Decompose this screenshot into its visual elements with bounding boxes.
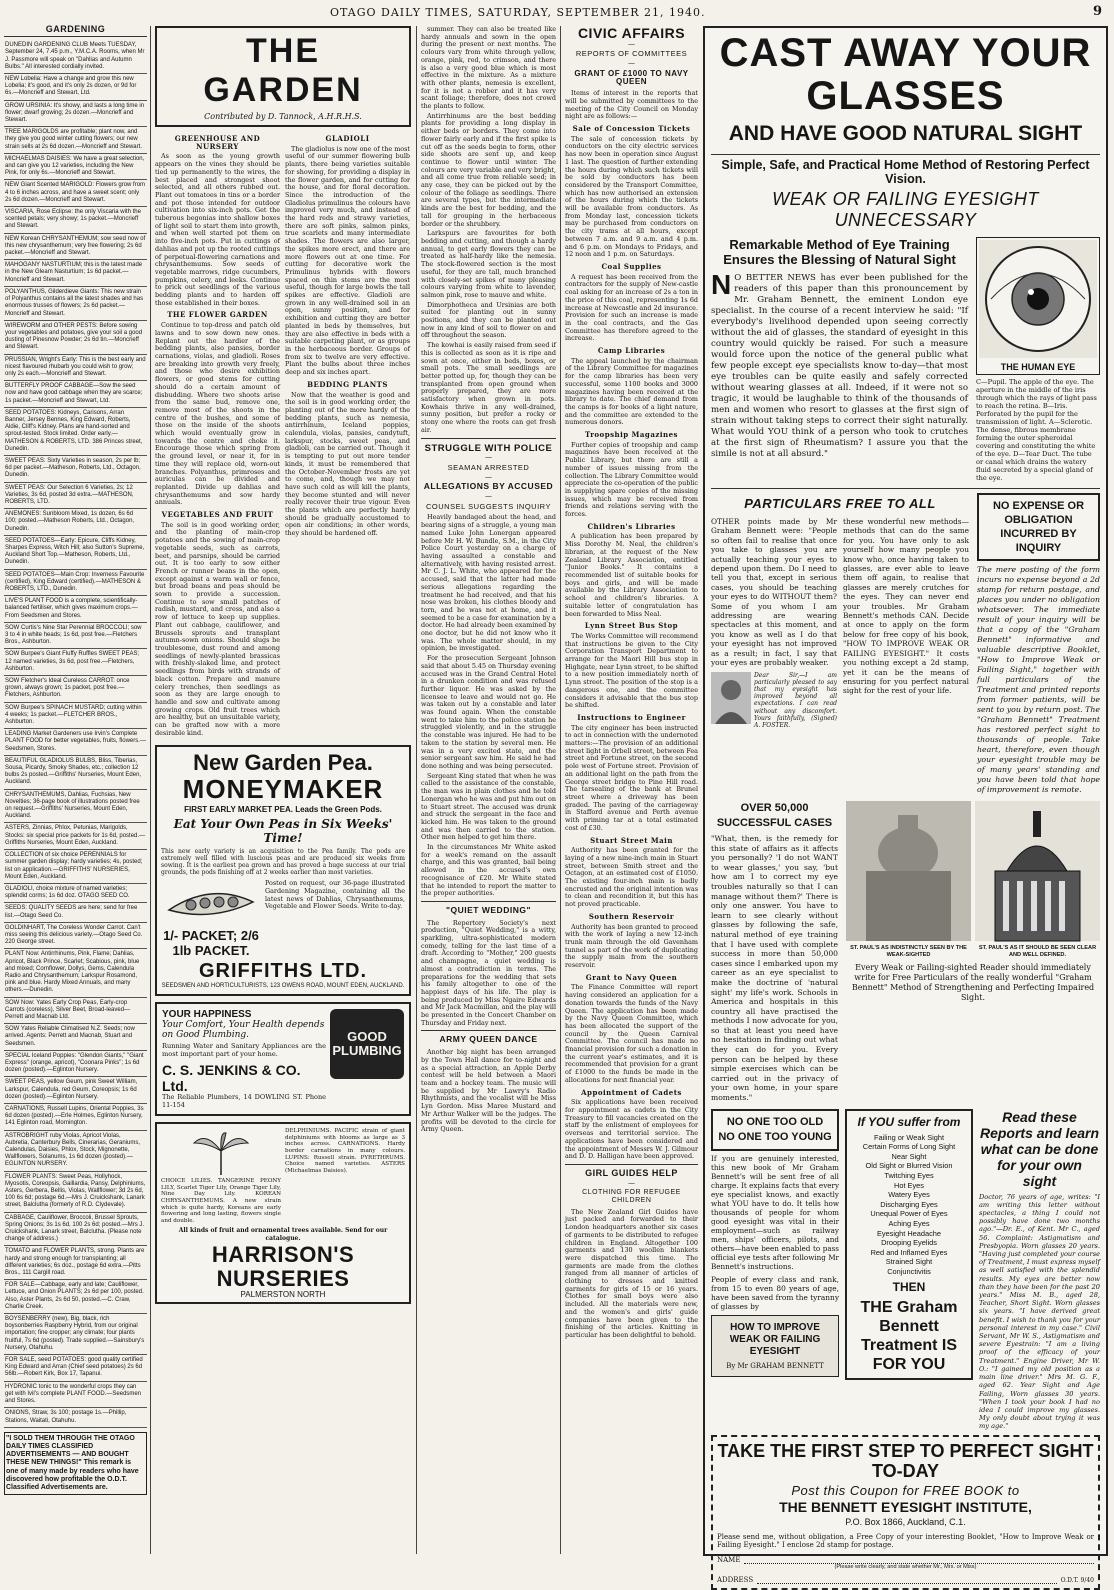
classified-ad: SEEDS: QUALITY SEEDS are here; send for free list.—Otago Seed Co. [4, 903, 147, 922]
lilies-text: CHOICE LILIES. TANGERINE PEONY LILY, Scarlet Tiger Lily, Orange Tiger Lily, Nine Day Lily. KOREAN CHRYSANTHEMUMS. A new strain which is quite hardy, Koreans are early flowering and long lasting, flowers single and double. [161, 1178, 281, 1224]
no-one-text: If you are genuinely interested, this new book of Mr Graham Bennett's will be sent free of all charge. It explains facts that every eye specialist knows, and exactly what YOU have to do. It tells how thousands of people for whom good eyesight was vital in their employment—such as railway men, ships' officers, pilots, and others—have been enabled to pass official eye tests after following Mr Bennett's instructions. [711, 1153, 839, 1271]
human-eye-icon [979, 240, 1097, 358]
ad-intro-row [711, 237, 1100, 482]
pea-headline: New Garden Pea. [193, 750, 373, 776]
success-column [711, 801, 838, 1103]
name-input-line[interactable] [744, 1555, 1094, 1564]
delphinium-text: DELPHINIUMS. PACIFIC strain of giant delphiniums with blooms as large as 3 inches across. CARNATIONS. Hardy border carnations in many colours. LUPINS: Russell strain. PYRETHRUMS. Choice named varieties. ASTERS (Michaelmas Daisies). [285, 1128, 405, 1174]
article-text: A publication has been prepared by Miss Dorothy M. Neal, the children's librarian, at the request of the New Zealand Library Association, entitled "Junior Books." It contains a recommended list of suitable books for boys and girls, and will be made available by the Library Association to school and children's libraries. A suitable letter of congratulation has been forwarded to Miss Neal. [565, 532, 698, 618]
symptoms-panel [845, 1109, 973, 1431]
stpauls-blurry [846, 801, 971, 959]
classified-ad: HYDRONIC tonic to the wonderful crops they can get with Ivil's complete PLANT FOOD.—Seedsmen and Stores. [4, 1382, 147, 1409]
column-rule [150, 26, 151, 1554]
pea-price: 1/- PACKET; 2/6 1lb PACKET. [163, 928, 259, 959]
article-text: The Repertory Society's next production, "Quiet Wedding," is a witty, sparkling, ultra-sophisticated modern comedy, telling for the last time of a draft. According to "Mother," 200 guests and champagne, a quiet wedding is almost a contradiction in terms. The preparations for the wedding that sets his family altogether to one of the happiest days of his life. The play is being produced by Miss Ngaire Edwards and Mr Jack Macmillan, and the play will be presented in the Concert Chamber on Thursday and Friday next. [421, 918, 556, 1027]
classified-ad: SOW Now: Yates Early Crop Peas, Early-crop Carrots (coreless), Silver Beet, Broad-leaved—Perrett and Macnab Ltd. [4, 998, 147, 1025]
ad-strapline: Simple, Safe, and Practical Home Method of Restoring Perfect Vision. [721, 158, 1090, 186]
article-text: The New Zealand Girl Guides have just packed and forwarded to their London headquarters another six cases of garments to be distributed to refugee children in England. Altogether 100 garments and 130 woollen blankets were dispatched this time. The garments are made from the clothes ranged from all manner of articles of clothing to dresses and knitted garments for girls of 15 or 16 years. Clothes for small boys were also included. All the materials were new, and the women's and girls' guide companies have been given to the finishing of the articles. Knitting in particular has been delightful to behold. [565, 1207, 698, 1339]
classified-ad: GOLDINHART, The Coreless Wonder Carrot. Can't miss seeing this delicious variety.—Otago Seed Co. 220 George street. [4, 923, 147, 950]
plumbing-copy [162, 1009, 326, 1109]
booklet-author: By Mr GRAHAM BENNETT [726, 1361, 824, 1370]
then-label: THEN [892, 1279, 926, 1294]
classified-ad: SPECIAL Iceland Poppies: "Glendon Giants," "Giant Express" (orange, apricot), "Coonara Pinks"; 1s 6d dozen (posted).—Eglinton Nursery. [4, 1051, 147, 1078]
article-text: The Finance Committee will report having considered an application for a donation towards the funds of the Navy Queen. The application has been made by the Navy Queen Committee, which has been allocated the support of the council by the Queen Carnival Committee. The council has made no financial provision for such a donation in the current year's estimates, and it is recommended that provision for a grant of £1000 to the funds be made in the allocations for next financial year. [565, 983, 698, 1084]
cathedral-blurry-icon [846, 801, 971, 941]
classified-ad: LIVE'S PLANT FOOD is a complete, scientifically-balanced fertiliser, which gives maximum crops.—From Seedsmen and Stores. [4, 596, 147, 623]
particulars-col-b: these wonderful new methods—methods that can do the same for you. You have only to ask yourself how many people you know who, once having taken to glasses, are ever able to leave them off again, to realise that glasses are merely crutches for the eyes. They can never end your troubles. Mr Graham Bennett's methods CAN. Decide at once to apply on the form below for free copy of his book, "HOW TO IMPROVE WEAK OR FAILING EYESIGHT." It costs you nothing except a 2d stamp, yet it can be the means of ensuring for you perfect natural sight for the rest of your life. [843, 517, 969, 696]
article-text: Larkspurs are favourites for both bedding and cutting, and though a hardy annual, to get early flowers they can be treated as half-hardy like the nemesia. The stock-flowered section is the most useful, for they are tall, much branched with closely-set spikes of many pleasing colours varying from white to lavender, salmon pink, rose to mauve and white. [421, 229, 556, 299]
masthead-date: OTAGO DAILY TIMES, SATURDAY, SEPTEMBER 21, 1940. [330, 6, 706, 19]
section-heading: Children's Libraries [587, 521, 676, 531]
lilies-listing [161, 1128, 281, 1224]
plumbing-text: Running Water and Sanitary Appliances are the most important part of your home. [162, 1042, 326, 1059]
classified-ad: SOW Burpee's Giant Fluffy Ruffles SWEET PEAS; 12 named varieties, 3s 6d, post free.—Fletchers, Ashburton. [4, 649, 147, 676]
eye-legend: C—Pupil. The apple of the eye. The aperture in the middle of the iris through which the rays of light pass to reach the retina. B—Iris. Perforated by the pupil for the transmission of light. A—Sclerotic. The dense, fibrous membrane forming the outer spheroidal covering and constituting the white of the eye. D—Tear Duct. The tube or canal which drains the watery fluid secreted by a special gland of the eye. [976, 378, 1097, 482]
ad-subheadline: AND HAVE GOOD NATURAL SIGHT [728, 122, 1083, 145]
every-reader-text: Every Weak or Failing-sighted Reader should immediately write for Free Particulars of the really wonderful "Graham Bennett" Method of Strengthening and Perfecting Impaired Sight. [851, 963, 1095, 1002]
article-text: Six applications have been received for appointment as cadets in the City Treasury to fill vacancies created on the staff by the enlistment of employees for overseas and territorial service. The applications have been considered and the appointment of Messrs W. J. Gilmour and D. D. Halligan have been approved. [565, 1098, 698, 1161]
griffiths-address: SEEDSMEN AND HORTICULTURISTS, 123 OWENS ROAD, MOUNT EDEN, AUCKLAND. [161, 983, 405, 990]
girl-guides-headline: GIRL GUIDES HELP [585, 1167, 678, 1178]
section-heading: Southern Reservoir [588, 911, 675, 921]
article-text: Sergeant King stated that when he was called to the assistance of the constable, the man was in plain clothes and he told Lonergan who he was and put him out on to Stuart street. The accused was drunk and struck the sergeant in the face and kicked him. He was taken to the ground and was then carried to the station. Other men helped to get him there. [421, 771, 556, 842]
plumbing-headline: YOUR HAPPINESS [162, 1009, 252, 1021]
classified-ad: NEW Giant Scented MARIGOLD: Flowers grow from 4 to 6 inches across, and have a sweet scent; only 2s 6d dozen.—Moncrieff and Stewart. [4, 180, 147, 207]
symptom-item: Old Sight or Blurred Vision [865, 1161, 953, 1171]
classified-ad: SOW Yates Reliable Climatised N.Z. Seeds; now arrived. Agents: Perrett and Macnab, Stuart and Seedsmen. [4, 1024, 147, 1051]
classified-promo: "I SOLD THEM THROUGH THE OTAGO DAILY TIMES CLASSIFIED ADVERTISEMENTS — AND BOUGHT THESE NEW THINGS!" This remark is one of many made by readers who have discovered how profitable the O.D.T. Classified Advertisements are. [4, 1432, 147, 1495]
article-text: The city engineer has been instructed to act in connection with the undernoted matters:—The provision of an additional street light in Orbell street, between Fea street and Fortune street, on the second pole west of Fortune street. Provision of an additional light on the path from the George street bridge to Pine Hill road. The tarsealing of the bank at Brunel street where a driveway has been graded. The paving of the carriageway in Stafford avenue and Perth avenue with priming tar at a total estimated cost of £30. [565, 723, 698, 832]
article-text: Another big night has been arranged by the Town Hall dance for to-night and as a special attraction, an Apple Derby contest will be held between a Maori team and a hockey team. The music will be supplied by Mr Lawry's Radio Rhythmists, and the vocalist will be Miss Lyn Gordon. Miss Maree Mustard and Mr Arthur Walker will be the judges. The profits will be devoted to the circle for Army Queen. [421, 1048, 556, 1134]
classified-ad: PRUSSIAN, Wright's Early: This is the best early and nicest flavoured rhubarb you could wish to grow; only 2s each.—Moncrieff and Stewart. [4, 355, 147, 382]
wedding-headline: "QUIET WEDDING" [446, 904, 531, 915]
section-heading: GREENHOUSE AND NURSERY [174, 134, 261, 151]
police-subhead: SEAMAN ARRESTED [447, 462, 530, 472]
harrisons-listings [161, 1128, 405, 1224]
plumbing-company: C. S. JENKINS & CO. Ltd. [162, 1061, 301, 1094]
symptom-item: Strained Sight [885, 1257, 933, 1267]
pea-catalogue-offer: Posted on request, our 36-page illustrated Gardening Magazine, containing all the latest news of Dahlias, Chrysanthemums, Vegetable and Flower Seeds. Write to-day. [265, 879, 405, 911]
ad-particulars [711, 493, 969, 795]
civic-affairs-column: CIVIC AFFAIRS — REPORTS OF COMMITTEES — GRANT OF £1000 TO NAVY QUEEN Items of interest in the reports that will be submitted by committees to the meeting of the City Council on Monday night are as follows:— Sale of Concession Tickets The sale of concession tickets by conductors on the city electric services has now been in operation since August 1 last. The question of further extending the hours during which such tickets will be sold by conductors has been considered by the Transport Committee, which has now authorised an extension of the hours during which the tickets will be available from conductors. As from Monday last, concession tickets may be purchased from conductors on the city trams at all hours, except between 7 a.m. and 9 a.m. and 4 p.m. and 6 p.m. on Mondays to Fridays, and 12 noon and 1 p.m. on Saturdays. Coal Supplies A request has been received from the contractors for the supply of New-castle coal asking for an increase of 2s a ton in the price of this coal, representing 1s 6d increase at Newcastle and 2d insurance. Provision for such an increase is made in the coal contracts, and the Gas Committee has therefore agreed to the increase. Camp Libraries The appeal launched by the chairman of the Library Committee for magazines for the camp libraries has been very successful, some 1100 books and 3000 magazines having been received at the library to date. The chief demand from the camps is for books of a light nature, and the committee are extended to the numerous donors. Troopship Magazines Further copies of troopship and camp magazines have been received at the Public Library, but there are still a number of issues missing from the collection. The Library Committee would appreciate the co-operation of the public in supplying spare copies of the missing issues, which may be received from friends and relations serving with the forces. Children's Libraries A publication has been prepared by Miss Dorothy M. Neal, the children's librarian, at the request of the New Zealand Library Association, entitled "Junior Books." It contains a recommended list of suitable books for boys and girls, and will be made available by the Library Association to school and children's libraries. A suitable letter of congratulation has been forwarded to Miss Neal. Lynn Street Bus Stop The Works Committee will recommend that instructions be given to the City Corporation Transport Department to arrange for the Maori Hill bus stop in Highgate, near Lynn street, to be shifted to a new position immediately north of Lynn street. The position of the stop is a dangerous one, and the committee considers it advisable that the bus stop be shifted. Instructions to Engineer The city engineer has been instructed to act in connection with the undernoted matters:—The provision of an additional street light in Orbell street, between Fea street and Fortune street, on the second pole west of Fortune street. Provision of an additional light on the path from the George street bridge to Pine Hill road. The tarsealing of the bank at Brunel street where a driveway has been graded. The paving of the carriageway in Stafford avenue and Perth avenue with priming tar at a total estimated cost of £30. Stuart Street Main Authority has been granted for the laying of a new nine-inch main in Stuart street, between Smith street and the Octagon, at an estimated cost of £1050. The existing four-inch main is badly encrusted and the original intention was to clean and recondition it, but this has not proved practicable. Southern Reservoir Authority has been granted to proceed with the work of laying a new 12-inch trunk main through the old Gavenham tunnel as part of the work of duplicating the supply main from the southern reservoir. Grant to Navy Queen The Finance Committee will report having considered an application for a donation towards the funds of the Navy Queen. The application has been made by the Navy Queen Committee, which has been allocated the support of the council by the Queen Carnival Committee. The council has made no financial provision for such a donation in the current year's estimates, and it is recommended that provision for a grant of £1000 to the funds be made in the allocations for next financial year. Appointment of Cadets Six applications have been received for appointment as cadets in the City Treasury to fill vacancies created on the staff by the enlistment of employees for overseas and territorial service. The applications have been considered and the appointment of Messrs W. J. Gilmour and D. D. Halligan have been approved. GIRL GUIDES HELP — CLOTHING FOR REFUGEE CHILDREN The New Zealand Girl Guides have just packed and forwarded to their London headquarters another six cases of garments to be distributed to refugee children in England. Altogether 100 garments and 130 woollen blankets were dispatched this time. The garments are made from the clothes ranged from all manner of articles of clothing to dresses and knitted garments for girls of 15 or 16 years. Clothes for small boys were also included. All the materials were new, and the women's and girls' guide companies have been given to the finishing of the articles. Knitting in particular has been delightful to behold. [565, 25, 698, 1339]
symptom-item: Failing or Weak Sight [873, 1132, 945, 1142]
symptom-item: Unequal Power of Eyes [870, 1209, 948, 1219]
plumbing-address: The Reliable Plumbers, 14 DOWLING ST. Phone 11-154 [162, 1092, 326, 1109]
police-subhead-2: ALLEGATIONS BY ACCUSED [423, 481, 554, 492]
article-text: Further copies of troopship and camp magazines have been received at the Public Library, but there are still a number of issues missing from the collection. The Library Committee would appreciate the co-operation of the public in supplying spare copies of the missing issues, which may be received from friends and relations serving with the forces. [565, 440, 698, 519]
dance-headline: ARMY QUEEN DANCE [439, 1034, 538, 1045]
name-label: NAME [717, 1555, 741, 1564]
symptoms-box [845, 1109, 973, 1380]
classified-ad: NEW Korean CHRYSANTHEMUM; sow seed now of this new chrysanthemum; very free flowering; 2s 6d packet.—Moncrieff and Stewart. [4, 234, 147, 261]
stpauls-clear-caption: ST. PAUL'S AS IT SHOULD BE SEEN CLEAR AND WELL DEFINED. [978, 945, 1097, 958]
classified-ad: SEED POTATOES—Early: Epicure, Cliffs Kidney, Sharpes Express, Witch Hill; also Sutton's Supreme, Auckland Short Top.—Matheson, Roberts, Ltd., Dunedin. [4, 536, 147, 570]
article-text: The sale of concession tickets by conductors on the city electric services has now been in operation since August 1 last. The question of further extending the hours during which such tickets will be sold by conductors has been considered by the Transport Committee, which has now authorised an extension of the hours during which the tickets will be available from conductors. As from Monday last, concession tickets may be purchased from conductors on the city trams at all hours, except between 7 a.m. and 9 a.m. and 4 p.m. and 6 p.m. on Mondays to Fridays, and 12 noon and 1 p.m. on Saturdays. [565, 134, 698, 259]
testimonial [711, 672, 837, 730]
coupon-code: O.D.T. 9/40 [1060, 1576, 1094, 1584]
column-rule [560, 26, 561, 1554]
classified-ad: SOW Burpee's SPINACH MUSTARD; cutting within 4 weeks; 1s packet.—FLETCHER BROS., Ashburton. [4, 703, 147, 730]
garden-title: THE GARDEN [203, 32, 363, 109]
ad-method-headline: Remarkable Method of Eye Training Ensures the Blessing of Natural Sight [723, 237, 956, 267]
pea-advertisement [155, 745, 411, 996]
classified-ad: CABBAGE, Cauliflower, Broccoli, Brussel Sprouts, Spring Onions; 3s 1s 6d, 100 2s 6d; posted.—Mrs J. Cruickshank, Lanark street, Balclutha. (Please note change of address.) [4, 1213, 147, 1247]
article-text: Authority has been granted for the laying of a new nine-inch main in Stuart street, between Smith street and the Octagon, at an estimated cost of £1050. The existing four-inch main is badly encrusted and the original intention was to clean and recondition it, but this has not proved practicable. [565, 846, 698, 909]
no-one-panel [711, 1109, 839, 1431]
classified-ad: FLOWER PLANTS: Sweet Peas, Hollyhock, Myosotis, Coreopsis, Gaillardia, Pansy, Delphiniums, Asters, Gerbera, Bellis, Violas, Wallflower; 3d 2s 6d, 100 6s 6d; postage 6d.—Mrs J. Cruickshank, Lanark street, Balclutha (formerly of R.D. Clydevale). [4, 1172, 147, 1213]
symptom-item: Red and Inflamed Eyes [870, 1247, 948, 1257]
garden-article [155, 26, 411, 1556]
classified-ad: CARNATIONS, Russell Lupins, Oriental Poppies, 3s 6d dozen (posted).—Erle Holmes, Eglinton Nursery, 141 Eglinton road, Mornington. [4, 1104, 147, 1131]
section-heading: THE FLOWER GARDEN [167, 310, 268, 320]
classified-ad: SEED POTATOES: Kidneys, Carisons, Arran Banner, Jersey Bennes, King Edward, Roberts, Aldie, Cliff's Kidney. Plans are hand-sorted and sprout-tested. Stock limited. Order early.—MATHESON & ROBERTS, LTD. 386 Princes street, Dunedin. [4, 408, 147, 456]
article-text: The Works Committee will recommend that instructions be given to the City Corporation Transport Department to arrange for the Maori Hill bus stop in Highgate, near Lynn street, to be shifted to a new position immediately north of Lynn street. The position of the stop is a dangerous one, and the committee considers it advisable that the bus stop be shifted. [565, 631, 698, 710]
classified-ad: ONIONS, Straw, 3s 100; postage 1s.—Phillip, Stations, Waitati, Otahuhu. [4, 1408, 147, 1427]
reports-heading: Read these Reports and learn what can be done for your own sight [979, 1108, 1100, 1189]
griffiths-logo: GRIFFITHS LTD. [198, 960, 368, 983]
classified-ad: BUTTERFLY PROOF CABBAGE—Sow the seed now and have good cabbage when they are scarce; 1s packet.—Moncrieff and Stewart, Ltd. [4, 381, 147, 408]
classified-ad: WIREWORM and OTHER PESTS: Before sowing your vegetables and potatoes, give your soil a good dusting of Pinesnow Powder; 2s 6d tin.—Moncrieff and Stewart. [4, 321, 147, 355]
name-hint: (Please write clearly, and state whether Mr., Mrs. or Miss) [834, 1563, 977, 1570]
article-text: A request has been received from the contractors for the supply of New-castle coal asking for an increase of 2s a ton in the price of this coal, representing 1s 6d increase at Newcastle and 2d insurance. Provision for such an increase is made in the coal contracts, and the Gas Committee has therefore agreed to the increase. [565, 272, 698, 343]
article-text: For the prosecution Sergeant Johnson said that about 5.45 on Thursday evening accused was in the Grand Central Hotel in a drunken condition and was refused further liquor. He was asked by the licensee to leave and would not go. He was taken out by a constable and later was found again. When the constable went to take him to the police station he struggled violently, and in the struggle the constable was injured. He had to be taken to the station by several men. He was in a very excited state, and the senior sergeant saw him. He said he had done nothing and was being persecuted. [421, 654, 556, 770]
classified-ad: BEAUTIFUL GLADIOLUS BULBS, Bliss, Tiberias, Sousa, Picardy, Smoky Shades, etc.; collection 12 bulbs 2s posted.—Griffiths' Nurseries, Mount Eden, Auckland. [4, 756, 147, 790]
navy-queen-headline: GRANT OF £1000 TO NAVY QUEEN [574, 68, 689, 86]
no-one-box [711, 1109, 839, 1151]
section-heading: Grant to Navy Queen [585, 972, 678, 982]
ad-middle-row [711, 493, 1100, 795]
booklet-title: HOW TO IMPROVE WEAK OR FAILING EYESIGHT [729, 1321, 821, 1357]
classified-ad: ASTROBRIGHT ruby Violas, Apricot Violas, Aubretia, Canterbury Bells, Cinerarias, Geraniums, Calendulas, Daisies, Phlox, Stock, Mignonette, Wallflowers, Solanums, 1s 6d dozen (posted).—EGLINTON NURSERY. [4, 1131, 147, 1172]
garden-col-a [155, 131, 280, 739]
classified-ad: SWEET PEAS, yellow Geum, pink Sweet William, Larkspur, Calendula, red Geum, Coreopsis; 1s 6d dozen (posted).—Eglinton Nursery. [4, 1077, 147, 1104]
police-headline: STRUGGLE WITH POLICE [424, 442, 553, 454]
garden-contributor: Contributed by D. Tannock, A.H.R.H.S. [204, 112, 362, 121]
garden-columns [155, 131, 411, 739]
civic-subhead: REPORTS OF COMMITTEES [575, 49, 688, 59]
classified-ad: ANEMONES: Sunbloom Mixed, 1s dozen, 6s 6d 100; posted.—Matheson Roberts, Ltd., Octagon, Dunedin. [4, 509, 147, 536]
classified-ad: ASTERS, Zinnias, Phlox, Petunias, Marigolds, Stocks: six special price packets for 1s 6d, posted.—Griffiths Nurseries, Mount Eden, Auckland. [4, 823, 147, 850]
ad-success-row [711, 801, 1100, 1103]
symptom-item: Hot Eyes [894, 1180, 924, 1190]
symptom-item: Twitching Eyes [884, 1171, 934, 1180]
section-heading: Troopship Magazines [585, 430, 678, 440]
harrisons-logo: HARRISON'S NURSERIES [211, 1241, 355, 1291]
eye-diagram-panel [976, 237, 1100, 482]
stpauls-blurry-caption: ST. PAUL'S AS INDISTINCTLY SEEN BY THE WEAK-SIGHTED [850, 945, 967, 958]
portrait-icon [711, 672, 751, 724]
pea-pod-icon [163, 880, 259, 924]
civic-affairs-heading: CIVIC AFFAIRS [577, 25, 686, 41]
classifieds-heading: GARDENING [45, 24, 106, 34]
section-heading: Camp Libraries [597, 346, 666, 356]
classified-ad: SWEET PEAS: Sixty Varieties in season, 2s per lb; 6d per packet.—Matheson, Roberts, Ltd., Octagon, Dunedin. [4, 456, 147, 483]
classified-ad: TREE MARIGOLDS are profitable; plant now, and they give you good winter cutting flowers; our new strain sells at 2s 6d dozen.—Moncrieff and Stewart. [4, 127, 147, 154]
symptoms-heading: If YOU suffer from [857, 1114, 961, 1129]
classified-ad: MAHOGANY NASTURTIUM; this is the latest made in the New Gleam Nasturtium; 1s 6d packet.—Moncrieff and Stewart. [4, 260, 147, 287]
classified-ad: LEADING Market Gardeners use Irvin's Complete PLANT FOOD for better vegetables, fruits, flowers.—Seedsmen, Stores. [4, 729, 147, 756]
coupon-form[interactable] [711, 1435, 1100, 1590]
article-text: Antirrhinums are the best bedding plants for providing a long display in either beds or borders. They come into flower fairly early and if the first spike is cut off as the seeds begin to form, other side shoots are sent up, and keep continue to flower until winter. The colours are very variable and very bright, and all come true from reliable seed; in any case, they can be picked out by the colour of the foliage as seedlings. There are several types, but the intermediate kinds are the best for bedding, and the tall for grouping in the herbaceous border or the shrubbery. [421, 111, 556, 228]
institute-address: P.O. Box 1866, Auckland, C.1. [845, 1516, 966, 1527]
address-field-row [717, 1575, 1094, 1584]
institute-name: THE BENNETT EYESIGHT INSTITUTE, [779, 1498, 1032, 1515]
pea-description: This new early variety is an acquisition to the Pea family. The pods are extremely well filled with luscious peas and are produced six weeks from sowing. It is the earliest pea grown and has proved a huge success at our trial grounds, the pods finishing off at 2 weeks earlier than most varieties. [161, 848, 405, 877]
section-text: As soon as the young growth appears on the vines they should be tied up permanently to the wires, the best placed and strongest shoot selected, and all others rubbed out. Plant out tomatoes in tins or a border and pot those intended for outdoor cultivation into six-inch pots. Get the tuberous begonias into shallow boxes of light soil to start them into growth, and when well started pot them on into five-inch pots. Put in cuttings of dahlias and pot up the rooted cuttings of perpetual-flowering carnations and chrysanthemums. Sow seeds of vegetable marrows, ridge cucumbers, pumpkins, celery, and leeks. Continue to prick out seedlings of the various bedding plants and to harden off those established in their boxes. [155, 152, 280, 307]
stpauls-panel [846, 801, 1100, 1103]
success-heading: OVER 50,000 SUCCESSFUL CASES [716, 802, 833, 829]
classified-ad-list [4, 40, 147, 1428]
lily-flower-icon [176, 1129, 266, 1177]
testimonial-letter: Dear Sir,—I am particularly pleased to say that my eyesight has improved beyond all expectations. I can read without any discomfort. Yours faithfully, (Signed) A. FOSTER. [754, 671, 837, 729]
ad-italic-headline: WEAK OR FAILING EYESIGHT UNNECESSARY [772, 189, 1039, 230]
classified-ad: FOR SALE—Cabbage, early and late; Cauliflower, Lettuce, and Onion PLANTS; 2s 6d per 100, posted. Also, Aster Plants, 2s 6d 50, posted.—C. Craw, Charlie Creek. [4, 1280, 147, 1314]
classified-ad: TOMATO and FLOWER PLANTS, strong. Plants are hardy and strong enough for transplanting; all different varieties; 6s doz., postage 6d extra.—Pitts Bros., 111 Cargill road. [4, 1246, 147, 1280]
gardening-classifieds [4, 26, 147, 1556]
pea-illustration [161, 880, 261, 958]
symptoms-list [851, 1133, 967, 1277]
stpauls-clear [975, 801, 1100, 959]
section-heading: Instructions to Engineer [577, 712, 686, 722]
section-text: The gladiolus is now one of the most useful of our summer flowering bulb plants, there being varieties suitable for showing, for providing a display in the flower garden, and for cutting for the house, and for floral decoration. Since the introduction of the Gladiolus primulinus the colours have improved very much, and instead of the hard reds and strawy varieties, there are soft pinks, salmon pinks, true scarlets and many intermediate shades. The flowers are also larger, the spikes more erect, and there are more flowers out at one time. For cutting for decorative work the Primulinus hybrids with flowers spaced on thin stems are the most useful, though for large bowls the tall spikes are effective. Gladioli are grown in any well-drained soil in an open, sunny position, and for exhibition and cutting they are better planted in beds by themselves, but they are also effective in beds with a suitable carpeting plant, or as groups in the herbaceous border. Groups of from six to twelve are very effective. Plant the bulbs about three inches deep and six inches apart. [285, 144, 410, 377]
classified-ad: SOW Fletcher's Ideal Cureless CARROT: once grown, always grown; 1s packet, post free.—Fletchers, Ashburton. [4, 676, 147, 703]
eye-diagram [976, 237, 1100, 375]
section-text: Continue to top-dress and patch old lawns and to sow down new ones. Replant out the hardier of the bedding plants, also pansies, border carnations, violas, and gladioli. Roses are breaking into growth very freely, and those who desire exhibition flowers, or good stems for cutting should do a certain amount of disbudding. Where two shoots arise from the same bud, remove one, remove most of the shoots in the centre of the bushes, and some of those on the inside of the shoots which would eventually grow in towards the centre and choke it. Encourage those which spring from the ground level, or near it, for in time they will replace old, worn-out branches. Polyanthus, primroses and auriculas can be divided and replanted. Divide up dahlias and chrysanthemums and sow hardy annuals. [155, 321, 280, 507]
no-one-young: NO ONE TOO YOUNG [718, 1130, 832, 1143]
address-label: ADDRESS [717, 1575, 754, 1584]
good-plumbing-logo: GOOD PLUMBING [330, 1009, 404, 1079]
girl-guides-subhead: CLOTHING FOR REFUGEE CHILDREN [582, 1189, 681, 1205]
section-heading: BEDDING PLANTS [307, 379, 388, 389]
harrisons-location: PALMERSTON NORTH [240, 1289, 326, 1299]
symptom-item: Eyesight Headache [876, 1228, 942, 1238]
lily-illustration [161, 1128, 281, 1178]
particulars-columns [711, 517, 969, 729]
plumbing-subhead: Your Comfort, Your Health depends on Good Plumbing. [162, 1020, 325, 1041]
symptom-item: Conjunctivitis [887, 1266, 931, 1276]
classified-ad: POLYANTHUS, Gilderdieve Giants: This new strain of Polyanthus contains all the latest shades and has enormous trusses of flowers; 2s 6d packet.—Moncrieff and Stewart. [4, 287, 147, 321]
section-heading: VEGETABLES AND FRUIT [161, 510, 274, 520]
coupon-text: Please send me, without obligation, a Free Copy of your interesting Booklet, "How to Improve Weak or Failing Eyesight." I enclose 2d stamp for postage. [717, 1532, 1094, 1550]
ad-intro-text: N O BETTER NEWS has ever been published for the readers of this paper than this pronouncement by Mr. Graham Bennett, the eminent London eye specialist. In the course of a recent interview he said: "If everybody's livelihood depended upon seeing correctly without the aid of glasses, the standard of eyesight in this country would quickly be raised. For such a measure would force upon the notice of the general public what few people except eye specialists know to-day—that most eye troubles can be quite easily and safely corrected without wearing glasses at all. Indeed, if it were not so tragic, it would be laughable to think of the thousands of men and women who resort to glasses at the first sign of strain without taking steps to correct their sight naturally. What would YOU think of a person who took to crutches at the first sign of Rheumatism? I assure you that the simile is not at all absurd." [711, 269, 968, 459]
classified-ad: BOYSENBERRY (new), Big, black, rich boysonberries Raspberry Hybrid, from our original importation; fine cropper; any climate; four plants fruitful, 7s 6d (posted). Trade supplied.—Sainsbury's Nursery, Otahuhu. [4, 1314, 147, 1355]
police-subhead-3: COUNSEL SUGGESTS INQUIRY [426, 501, 551, 511]
harrisons-advertisement [155, 1122, 411, 1304]
classified-ad: FOR SALE, seed POTATOES: good quality certified King Edward and Arran (Chief seed potatoes) 2s 6d 56lb.—Robert Kirk, Box 17, Tapanui. [4, 1355, 147, 1382]
no-expense-heading: NO EXPENSE OR OBLIGATION INCURRED BY INQUIRY [977, 493, 1100, 561]
success-text: "What, then, is the remedy for this state of affairs as it affects you personally? 'I do not WANT to wear glasses,' you say, 'but how am I to correct my eye troubles naturally so that I can manage without them?' There is only one answer. You have to learn to see clearly without glasses by following the safe, natural method of eye training that I have used with complete success in more than 50,000 cases since I embarked upon my career as an eye specialist to make the doctrine of 'natural sight' my life's work. Schools in America and hospitals in this country all have practised the methods I now advocate for you, so that at least you need have no hesitation in finding out what they can do for you. Every person can be helped by these simple exercises which can be carried out in the privacy of your own home, in your spare moments." [711, 834, 838, 1103]
classified-ad: DUNEDIN GARDENING CLUB Meets TUESDAY, September 24, 7.45 p.m., Y.M.C.A. Rooms, when Mr J. Passmore will speak on "Dahlias and Autumn Bulbs." All interested cordially invited. [4, 40, 147, 74]
coupon-instruction: Post this Coupon for FREE BOOK to [791, 1482, 1020, 1498]
reports-text: Doctor, 76 years of age, writes: "I am writing this letter without spectacles, a thing I could not possibly have done two months ago."—Dr. E., of Kent. Mr C., aged 56. Complaint: Astigmatism and Presbyopia. Worn glasses 20 years. "Having just completed your course of Treatment, I must express myself as well satisfied with the splendid results. My eyes are better now than they have been for the past 20 years." Miss M. B., aged 28, Teacher, Short Sight. Worn glasses six years. "I have derived great benefit. I wish to thank you for your personal interest in my case." Civil Servant, Mr W. S., Astigmatism and severe Eyestrain: "I am a living proof of the efficacy of your Treatment." Engine Driver, Mr W. O.: "I gained my old position as a main line driver." Mrs M. G. F., aged 62. Year Sight and Age Failing, Worn glasses 30 years. "When I took your book I had no idea I could improve my glasses. My only doubt about trying it was my age." [979, 1192, 1100, 1431]
classified-ad: VISCARIA, Rose Eclipse: the only Viscaria with the scented petals; very showy; 1s packet.—Moncrieff and Stewart. [4, 207, 147, 234]
eye-caption: THE HUMAN EYE [1000, 362, 1076, 372]
classified-ad: COLLECTION of six choice PERENNIALS for summer garden display; hardy varieties; 4s, posted; list on application.—GRIFFITHS' NURSERIES, Mount Eden, Auckland. [4, 850, 147, 884]
no-expense-panel [977, 493, 1100, 795]
classified-ad: SWEET PEAS: Our Selection 6 Varieties, 2s; 12 Varieties, 3s 6d, posted 3d extra.—MATHESON, ROBERTS, LTD. [4, 483, 147, 510]
article-text: Dimorphotheca and Ursinias are both suited for planting out in sunny positions, and they can be planted out now in any kind of soil to flower on and off throughout the season. [421, 300, 556, 340]
pea-offer-row [161, 880, 405, 958]
classified-ad: SOW Curtis's Nine Star Perennial BROCCOLI; sow 3 to 4 in white heads; 1s 6d, post free.—Fletchers Bros., Ashburton. [4, 623, 147, 650]
classified-ad: GLADIOLI, choice mixture of named varieties; splendid corms; 1s 6d doz. OTAGO SEED CO. [4, 884, 147, 903]
article-text: summer. They can also be treated like hardy annuals and sown in the open during the present or next months. The colours vary from white through yellow, orange, pink, red, to crimson, and there is also a very good blue which is most effective in the mixture. As a mixture with other plants, nemesia is excellent, for it is not a robber and it has very scant foliage; therefore, does not crowd the plants to follow. [421, 25, 556, 111]
address-input-line[interactable] [757, 1575, 1056, 1584]
garden-col-b [285, 131, 410, 739]
article-text: The kowhai is easily raised from seed if this is collected as soon as it is ripe and sown at once, either in beds, boxes, or small pots. The small seedlings are better potted up, for, though they can be transplanted from open ground when properly prepared, they are more satisfactory when grown in pots. Kowhais thrive in any well-drained, sunny position, but prefer a rocky or stony one where the roots can get fresh air. [421, 341, 556, 434]
article-text: In the circumstances Mr White asked for a week's remand on the assault charge, and this was granted, bail being allowed in the accused's own recognisance of £20. Mr White stated that he intended to report the matter to the proper authorities. [421, 843, 556, 898]
section-heading: Appointment of Cadets [581, 1087, 682, 1097]
symptom-item: Drooping Eyelids [881, 1238, 937, 1248]
pea-tagline: FIRST EARLY MARKET PEA. Leads the Green Pods. [184, 805, 382, 815]
classified-ad: GROW URSINIA: It's showy, and lasts a long time in flower; dwarf growing; 2s dozen.—Moncrieff and Stewart. [4, 101, 147, 128]
particulars-col-a: OTHER points made by Mr Graham Bennett were: "People so often fail to realise that once you take to glasses you are actually teaching your eyes to depend upon them. Do I need to tell you that, except in serious cases, you should be teaching your eyes to do WITHOUT them? Some of you whom I am addressing are wearing spectacles at this moment, and you know as well as I do that your eyesight has not improved as a result; in fact, I say that your eyes are probably weaker. Dear Sir,—I am particularly pleased to say that my eyesight has improved beyond all expectations. I can read without any discomfort. Yours faithfully, (Signed) A. FOSTER. [711, 517, 837, 729]
symptom-item: Watery Eyes [888, 1190, 930, 1200]
masthead [0, 2, 1114, 22]
treatment-brand: THE Graham Bennett Treatment IS FOR YOU [860, 1298, 958, 1373]
plumbing-advertisement [155, 1002, 411, 1116]
drop-cap: N [711, 269, 732, 300]
section-heading: Coal Supplies [601, 261, 662, 271]
ad-headline: CAST AWAY YOUR GLASSES [719, 31, 1092, 118]
no-expense-text: The mere posting of the form incurs no expense beyond a 2d stamp for return postage, and places you under no obligation whatsoever. The immediate result of your inquiry will be that a copy of the "Graham Bennett" informative and valuable descriptive Booklet, "How to Improve Weak or Failing Sight," together with full particulars of the Treatment and printed reports from former patients, will be sent to you by return post. The "Graham Bennett" Treatment has restored perfect sight to thousands of people. Take heart, therefore, even though your eyesight trouble may be of many years' standing and you have been told that hope of improvement is remote. [977, 565, 1100, 794]
symptom-item: Certain Forms of Long Sight [862, 1142, 956, 1152]
harrisons-footnote: All kinds of fruit and ornamental trees available. Send for our catalogue. [178, 1227, 388, 1243]
article-text: Heavily bandaged about the head, and bearing signs of a struggle, a young man named Luke John Lonergan appeared before Mr H. W. Bundle, S.M., in the City Police Court yesterday on a charge of having assaulted a constable and alternatively, with having resisted arrest. Mr C. J. L. White, who appeared for the accused, said that the latter had made serious allegations regarding the treatment he had received, and that his nose was broken, his clothes bloody and torn, and he was not at home, and it seemed to be a case for examination by a doctor. He had already been examined by one doctor, but he did not know who it was. The whole matter should, in my opinion, be investigated. [421, 513, 556, 653]
coupon-headline: TAKE THE FIRST STEP TO PERFECT SIGHT TO-DAY [717, 1440, 1094, 1481]
no-one-old: NO ONE TOO OLD [726, 1115, 824, 1128]
stpauls-images [846, 801, 1100, 959]
particulars-heading: PARTICULARS FREE TO ALL [744, 496, 936, 511]
section-heading: Stuart Street Main [590, 835, 673, 845]
section-heading: GLADIOLI [325, 134, 370, 143]
eyesight-advertisement [703, 26, 1108, 1584]
cathedral-clear-icon [975, 801, 1100, 941]
column-rule [416, 26, 417, 1554]
symptom-item: Near Sight [891, 1151, 927, 1161]
news-column-3: summer. They can also be treated like hardy annuals and sown in the open during the present or next months. The colours vary from white through yellow, orange, pink, red, to crimson, and there is also a very good blue which is most effective in the mixture. As a mixture with other plants, nemesia is excellent, for it is not a robber and it has very scant foliage; therefore, does not crowd the plants to follow. Antirrhinums are the best bedding plants for providing a long display in either beds or borders. They come into flower fairly early and if the first spike is cut off as the seeds begin to form, other side shoots are sent up, and keep continue to flower until winter. The colours are very variable and very bright, and all come true from reliable seed; in any case, they can be picked out by the colour of the foliage as seedlings. There are several types, but the intermediate kinds are the best for bedding, and the tall for grouping in the herbaceous border or the shrubbery. Larkspurs are favourites for both bedding and cutting, and though a hardy annual, to get early flowers they can be treated as half-hardy like the nemesia. The stock-flowered section is the most useful, for they are tall, much branched with closely-set spikes of many pleasing colours varying from white to lavender, salmon pink, rose to mauve and white. Dimorphotheca and Ursinias are both suited for planting out in sunny positions, and they can be planted out now in any kind of soil to flower on and off throughout the season. The kowhai is easily raised from seed if this is collected as soon as it is ripe and sown at once, either in beds, boxes, or small pots. The small seedlings are better potted up, for, though they can be transplanted from open ground when properly prepared, they are more satisfactory when grown in pots. Kowhais thrive in any well-drained, sunny position, but prefer a rocky or stony one where the roots can get fresh air. STRUGGLE WITH POLICE — SEAMAN ARRESTED — ALLEGATIONS BY ACCUSED — COUNSEL SUGGESTS INQUIRY Heavily bandaged about the head, and bearing signs of a struggle, a young man named Luke John Lonergan appeared before Mr H. W. Bundle, S.M., in the City Police Court yesterday on a charge of having assaulted a constable and alternatively, with having resisted arrest. Mr C. J. L. White, who appeared for the accused, said that the latter had made serious allegations regarding the treatment he had received, and that his nose was broken, his clothes bloody and torn, and he was not at home, and it seemed to be a case for examination by a doctor. He had already been examined by one doctor, but he did not know who it was. The whole matter should, in my opinion, be investigated. For the prosecution Sergeant Johnson said that about 5.45 on Thursday evening accused was in the Grand Central Hotel in a drunken condition and was refused further liquor. He was asked by the licensee to leave and would not go. He was taken out by a constable and later was found again. When the constable went to take him to the police station he struggled violently, and in the struggle the constable was injured. He had to be taken to the station by several men. He was in a very excited state, and the senior sergeant saw him. He said he had done nothing and was being persecuted. Sergeant King stated that when he was called to the assistance of the constable, the man was in plain clothes and he told Lonergan who he was and put him out on to Stuart street. The accused was drunk and struck the sergeant in the face and kicked him. He was taken to the ground and was then carried to the station. Other men helped to get him there. In the circumstances Mr White asked for a week's remand on the assault charge, and this was granted, bail being allowed in the accused's own recognisance of £20. Mr White stated that he intended to report the matter to the proper authorities. "QUIET WEDDING" The Repertory Society's next production, "Quiet Wedding," is a witty, sparkling, ultra-sophisticated modern comedy, telling for the last time of a draft. According to "Mother," 200 guests and champagne, a quiet wedding is almost a contradiction in terms. The preparations for the wedding that sets his family altogether to one of the happiest days of his life. The play is being produced by Miss Ngaire Edwards and Mr Jack Macmillan, and the play will be presented in the Concert Chamber on Thursday and Friday next. ARMY QUEEN DANCE Another big night has been arranged by the Town Hall dance for to-night and as a special attraction, an Apple Derby contest will be held between a Maori team and a hockey team. The music will be supplied by Mr Lawry's Radio Rhythmists, and the vocalist will be Miss Lyn Gordon. Miss Maree Mustard and Mr Arthur Walker will be the judges. The profits will be devoted to the circle for Army Queen. [421, 25, 556, 1134]
page-number: 9 [1092, 4, 1102, 19]
booklet-image [711, 1315, 839, 1377]
symptom-item: Aching Eyes [888, 1218, 930, 1228]
garden-masthead [155, 26, 411, 127]
classified-ad: NEW Lobelia: Have a change and grow this new Lobelia; it's good, and it's only 2s dozen, or 9d for 6s.—Moncrieff and Stewart, Ltd. [4, 74, 147, 101]
section-heading: Sale of Concession Tickets [572, 124, 691, 134]
symptom-item: Discharging Eyes [880, 1199, 938, 1209]
section-text: Now that the weather is good and the soil is in good working order, the planting out of the more hardy of the bedding plants, such as nemesia, antirrhinum, Iceland poppies, calendula, violas, pansies, candytuft, larkspur, stocks, sweet peas, and gladioli, can be carried out. Though it is tempting to put out more tender kinds, it must be remembered that the October-November frosts are yet to come, and, though we may not have such cold as will kill the plants, they become stunted and will never really recover their true vigour. Even the plants which are perfectly hardy should be gradually accustomed to open air conditions; in other words, they should be hardened off. [285, 390, 410, 538]
pea-name: MONEYMAKER [182, 774, 384, 805]
ad-bottom-row [711, 1109, 1100, 1431]
name-field-row [717, 1555, 1094, 1564]
article-text: The appeal launched by the chairman of the Library Committee for magazines for the camp libraries has been very successful, some 1100 books and 3000 magazines having been received at the library to date. The chief demand from the camps is for books of a light nature, and the committee are extended to the numerous donors. [565, 356, 698, 427]
classified-ad: CHRYSANTHEMUMS, Dahlias, Fuchsias, New Novelties; 36-page book of illustrations posted free on request.—Griffiths' Nurseries, Mount Eden, Auckland. [4, 790, 147, 824]
reports-panel [979, 1109, 1100, 1431]
classified-ad: MICHAELMAS DAISIES: We have a great selection, and can give you 12 varieties, including the New Pink, for only 6s.—Moncrieff and Stewart. [4, 154, 147, 181]
free-text: People of every class and rank, from 15 to even 80 years of age, have been saved from the tyranny of glasses by [711, 1274, 839, 1311]
section-heading: Lynn Street Bus Stop [584, 621, 679, 631]
classified-ad: PLANT Now: Antirrhinums, Pink, Flame; Dahlias, Apricot, Black Prince, Scarlet; Scabious, pink, blue and mixed; Cornflower, Dollys, Gems, Calendula Radio and Chrysanthemum; Larkspur Rosamond, pink and blue. Hardy Mixed Annuals, and many others.—Dunedin. [4, 949, 147, 997]
section-text: The soil is in good working order, and the planting of main-crop potatoes and the sowing of main-crop vegetable seeds, such as carrots, beet, and parsnips, should be carried out. It is too early to sow either French or runner beans in the open, except against a warm wall or fence, but broad beans and peas should be sown to provide a succession. Continue to sow small patches of radish, mustard, and cress, and also a row of lettuce to keep up supplies. Plant out cabbage, cauliflower, and Brussels sprouts and transplant autumn-sown onions. Should slugs be troublesome, dust round and among seedlings of newly-planted brassicas with freshly-slaked lime, and protect seedlings from birds with strands of black cotton. Prepare and manure celery trenches, then seedlings as soon as they are large enough to handle and sow and cultivate among growing crops. Old fruit trees which are healthy, but an unsuitable variety, can be grafted now with a more desirable kind. [155, 520, 280, 737]
pea-slogan: Eat Your Own Peas in Six Weeks' Time! [173, 817, 393, 846]
article-text: Authority has been granted to proceed with the work of laying a new 12-inch trunk main through the old Gavenham tunnel as part of the work of duplicating the supply main from the southern reservoir. [565, 922, 698, 970]
article-text: Items of interest in the reports that will be submitted by committees to the meeting of the City Council on Monday night are as follows:— [565, 89, 698, 121]
ad-intro [711, 237, 968, 482]
classified-ad: SEED POTATOES—Main Crop: Inverness Favourite (certified), King Edward (certified).—MATHESON & ROBERTS, LTD., Dunedin. [4, 570, 147, 597]
